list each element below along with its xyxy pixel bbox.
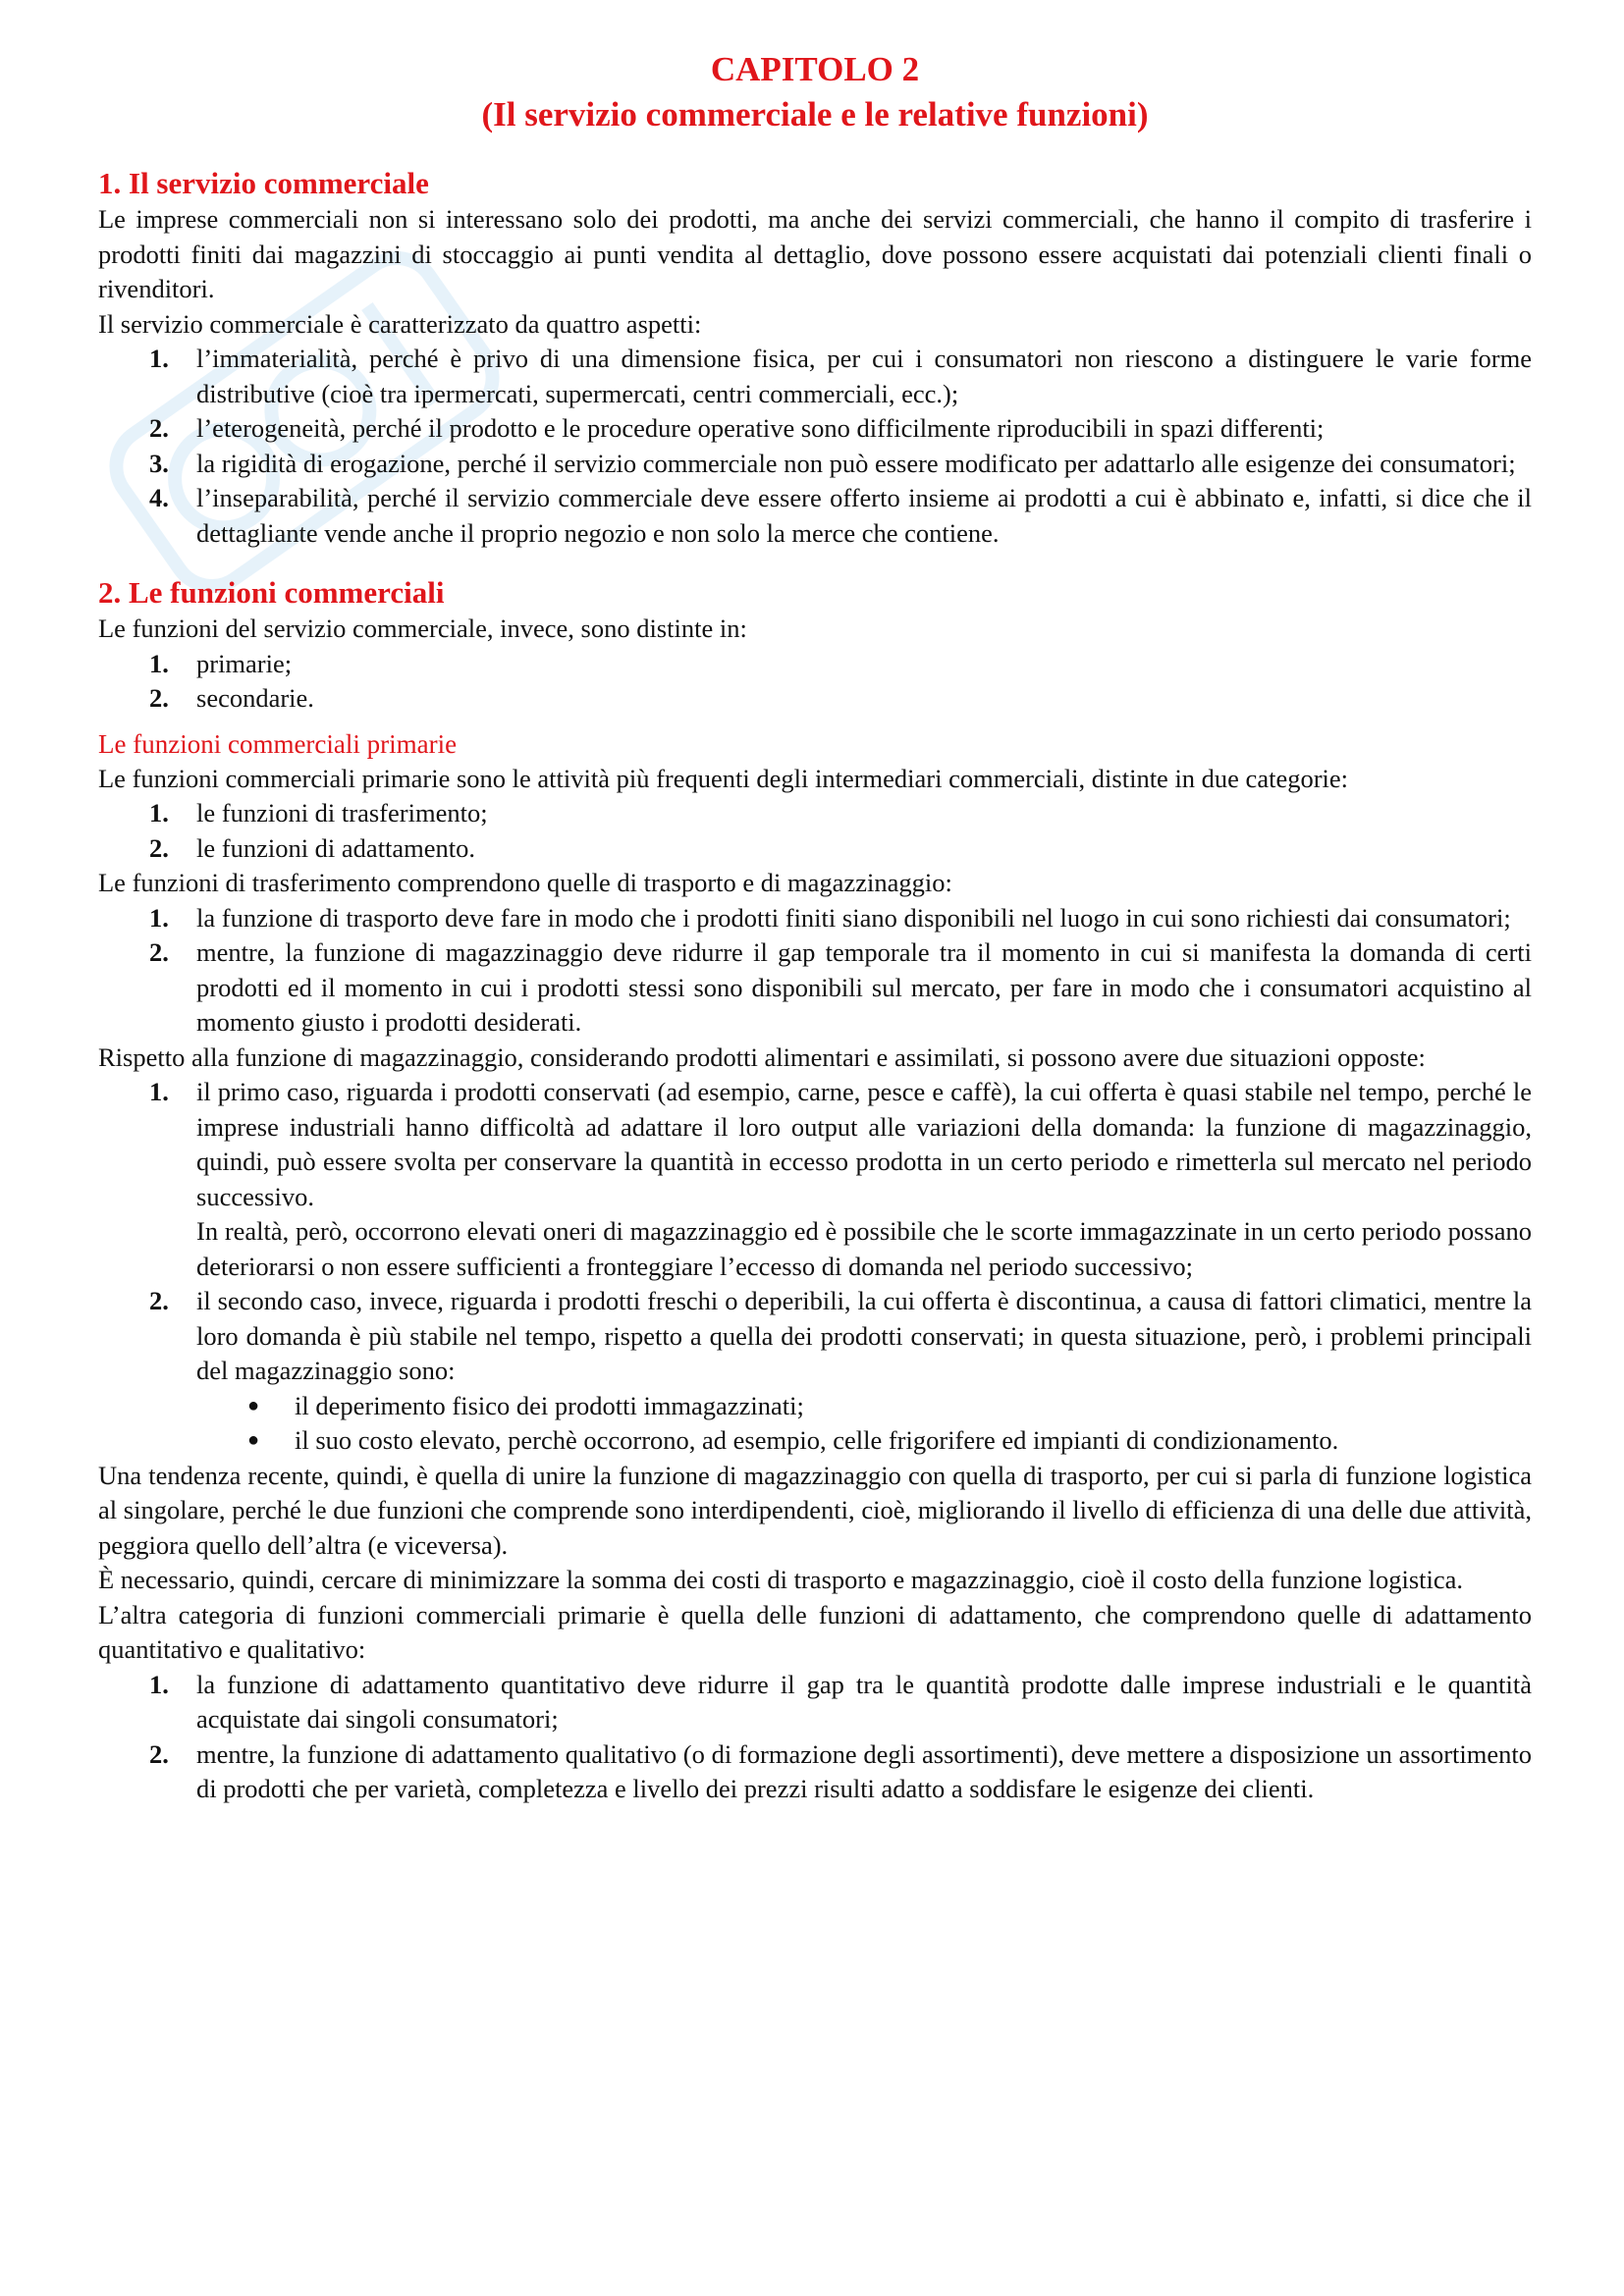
list-item (98, 1737, 1532, 1807)
list-item (98, 1075, 1532, 1284)
chapter-title-block (98, 47, 1532, 137)
list-item-text: le funzioni di adattamento. (196, 832, 476, 863)
list-number: 2. (149, 683, 169, 713)
list-number: 3. (149, 448, 169, 478)
list-number: 1. (149, 648, 169, 678)
paragraph: Le funzioni commerciali primarie sono le attività più frequenti degli intermediari commerciali, distinte in due categorie: (98, 763, 1349, 793)
paragraph: Le funzioni del servizio commerciale, invece, sono distinte in: (98, 614, 747, 643)
numbered-list (98, 1075, 1532, 1459)
list-item (98, 647, 1532, 682)
list-item-text: primarie; (196, 648, 293, 678)
numbered-list (98, 796, 1532, 866)
list-item-text: il secondo caso, invece, riguarda i prodotti freschi o deperibili, la cui offerta è discontinua, a causa di fattori climatici, mentre la loro domanda è più stabile nel tempo, rispetto a quella dei prodotti conservati; in questa situazione, però, i problemi principali del magazzinaggio sono: (196, 1286, 1532, 1385)
list-number: 4. (149, 483, 169, 512)
list-item-text: le funzioni di trasferimento; (196, 798, 488, 828)
list-item-text: la funzione di trasporto deve fare in modo che i prodotti finiti siano disponibili nel luogo in cui sono richiesti dai consumatori; (196, 902, 1511, 933)
list-number: 1. (149, 902, 169, 933)
list-number: 1. (149, 1669, 169, 1699)
bullet-icon: ● (247, 1394, 260, 1416)
list-item-text: mentre, la funzione di adattamento qualitativo (o di formazione degli assortimenti), deve mettere a disposizione un assortimento di prodotti che per varietà, completezza e livello dei prezzi risulti adatto a soddisfare le esigenze dei clienti. (196, 1738, 1532, 1803)
list-item (98, 901, 1532, 936)
list-item-continuation: In realtà, però, occorrono elevati oneri di magazzinaggio ed è possibile che le scorte immagazzinate in un certo periodo possano deteriorarsi o non essere sufficienti a fronteggiare l’eccesso di domanda nel periodo successivo; (196, 1216, 1532, 1281)
list-number: 2. (149, 1738, 169, 1769)
section-heading: 2. Le funzioni commerciali (98, 575, 445, 610)
list-number: 1. (149, 1077, 169, 1106)
list-item (98, 1668, 1532, 1737)
list-item (98, 935, 1532, 1041)
list-item-text: il primo caso, riguarda i prodotti conservati (ad esempio, carne, pesce e caffè), la cui offerta è quasi stabile nel tempo, perché le imprese industriali hanno difficoltà ad adattare il loro output alle variazioni della domanda: la funzione di magazzinaggio, quindi, può essere svolta per conservare la quantità in eccesso prodotta in un certo periodo e rimetterla sul mercato nel periodo successivo. (196, 1077, 1532, 1211)
list-item-text: la funzione di adattamento quantitativo deve ridurre il gap tra le quantità prodotte dalle imprese industriali e le quantità acquistate dai singoli consumatori; (196, 1669, 1532, 1734)
list-item (98, 1284, 1532, 1459)
paragraph: Rispetto alla funzione di magazzinaggio, considerando prodotti alimentari e assimilati, si possono avere due situazioni opposte: (98, 1041, 1426, 1072)
list-number: 1. (149, 344, 169, 373)
chapter-title: CAPITOLO 2 (710, 50, 920, 88)
list-item-text: la rigidità di erogazione, perché il servizio commerciale non può essere modificato per adattarlo alle esigenze dei consumatori; (196, 448, 1516, 478)
list-item-text: l’eterogeneità, perché il prodotto e le procedure operative sono difficilmente riproducibili in spazi differenti; (196, 413, 1325, 443)
bullet-item (196, 1389, 1532, 1424)
list-item-text: l’immaterialità, perché è privo di una dimensione fisica, per cui i consumatori non riescono a distinguere le varie forme distributive (cioè tra ipermercati, supermercati, centri commerciali, ecc.); (196, 344, 1532, 408)
numbered-list (98, 1668, 1532, 1807)
list-item-text: secondarie. (196, 683, 314, 713)
list-item-text: l’inseparabilità, perché il servizio commerciale deve essere offerto insieme ai prodotti a cui è abbinato e, infatti, si dice che il dettagliante vende anche il proprio negozio e non solo la merce che contiene. (196, 483, 1532, 548)
subsection-heading: Le funzioni commerciali primarie (98, 728, 458, 759)
chapter-subtitle: (Il servizio commerciale e le relative funzioni) (481, 95, 1149, 133)
section-heading: 1. Il servizio commerciale (98, 166, 429, 200)
paragraph: È necessario, quindi, cercare di minimizzare la somma dei costi di trasporto e magazzinaggio, cioè il costo della funzione logistica. (98, 1565, 1464, 1594)
list-item (98, 342, 1532, 411)
paragraph: L’altra categoria di funzioni commerciali primarie è quella delle funzioni di adattamento, che comprendono quelle di adattamento quantitativo e qualitativo: (98, 1599, 1532, 1664)
numbered-list (98, 647, 1532, 717)
list-item-text: mentre, la funzione di magazzinaggio deve ridurre il gap temporale tra il momento in cui si manifesta la domanda di certi prodotti ed il momento in cui i prodotti stessi sono disponibili sul mercato, per fare in modo che i consumatori acquistino al momento giusto i prodotti desiderati. (196, 937, 1532, 1037)
bullet-text: il suo costo elevato, perchè occorrono, ad esempio, celle frigorifere ed impianti di condizionamento. (295, 1425, 1339, 1455)
paragraph: Una tendenza recente, quindi, è quella di unire la funzione di magazzinaggio con quella di trasporto, per cui si parla di funzione logistica al singolare, perché le due funzioni che comprende sono interdipendenti, cioè, migliorando il livello di efficienza di una delle due attività, peggiora quello dell’altra (e viceversa). (98, 1460, 1532, 1560)
list-item (98, 681, 1532, 717)
list-item (98, 481, 1532, 551)
paragraph: Il servizio commerciale è caratterizzato da quattro aspetti: (98, 308, 702, 339)
paragraph: Le funzioni di trasferimento comprendono quelle di trasporto e di magazzinaggio: (98, 868, 952, 897)
bullet-list (196, 1389, 1532, 1459)
bullet-icon: ● (247, 1429, 260, 1451)
list-item (98, 796, 1532, 831)
bullet-text: il deperimento fisico dei prodotti immagazzinati; (295, 1390, 804, 1420)
list-number: 2. (149, 832, 169, 863)
list-number: 2. (149, 1286, 169, 1315)
numbered-list (98, 901, 1532, 1041)
list-number: 1. (149, 798, 169, 828)
list-item (98, 447, 1532, 482)
list-number: 2. (149, 413, 169, 443)
numbered-list (98, 342, 1532, 551)
list-item (98, 411, 1532, 447)
paragraph: Le imprese commerciali non si interessano solo dei prodotti, ma anche dei servizi commerciali, che hanno il compito di trasferire i prodotti finiti dai magazzini di stoccaggio ai punti vendita al dettaglio, dove possono essere acquistati dai potenziali clienti finali o rivenditori. (98, 204, 1532, 303)
list-item (98, 831, 1532, 867)
document-page (98, 47, 1532, 1807)
list-number: 2. (149, 937, 169, 967)
bullet-item (196, 1423, 1532, 1459)
